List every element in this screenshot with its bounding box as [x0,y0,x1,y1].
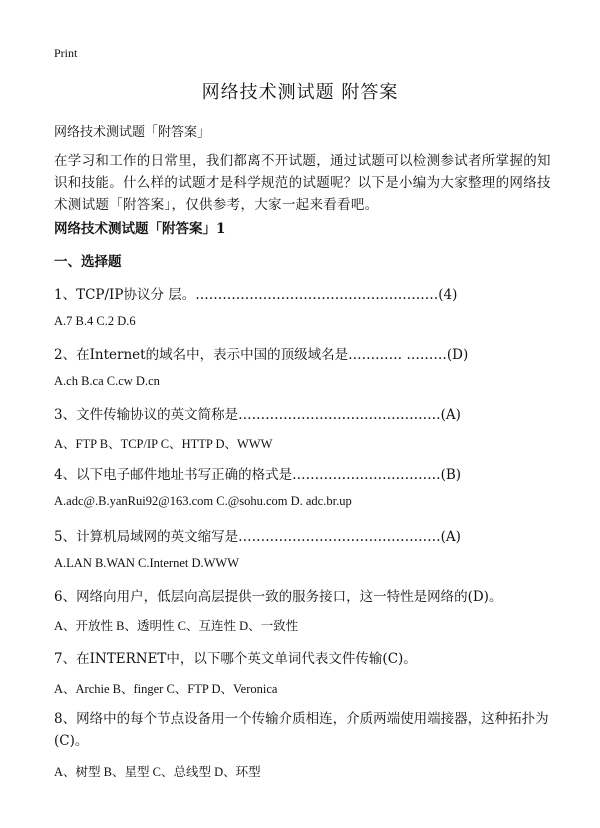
question-4: 4、以下电子邮件地址书写正确的格式是……………………………(B) [54,467,462,483]
intro-paragraph [54,150,554,216]
answer-options-5: A.LAN B.WAN C.Internet D.WWW [54,556,240,570]
section-heading: 网络技术测试题「附答案」1 [54,221,226,237]
part-heading: 一、选择题 [54,254,122,270]
answer-options-7: A、Archie B、finger C、FTP D、Veronica [54,682,278,696]
answer-options-3: A、FTP B、TCP/IP C、HTTP D、WWW [54,437,273,451]
question-2: 2、在Internet的域名中，表示中国的顶级域名是………… ………(D) [54,347,469,363]
document-subtitle: 网络技术测试题「附答案」 [54,125,211,140]
question-5: 5、计算机局域网的英文缩写是………………………………………(A) [54,529,461,545]
question-1: 1、TCP/IP协议分 层。………………………………………………(4) [54,287,458,303]
answer-options-2: A.ch B.ca C.cw D.cn [54,374,160,388]
print-label: Print [54,46,78,60]
document-title: 网络技术测试题 附答案 [201,82,399,103]
answer-options-8: A、树型 B、星型 C、总线型 D、环型 [54,765,261,779]
question-6: 6、网络向用户，低层向高层提供一致的服务接口，这一特性是网络的(D)。 [54,589,503,605]
answer-options-6: A、开放性 B、透明性 C、互连性 D、一致性 [54,619,299,633]
answer-options-4: A.adc@.B.yanRui92@163.com C.@sohu.com D. adc.br.up [54,494,352,508]
question-3: 3、文件传输协议的英文简称是………………………………………(A) [54,407,461,423]
question-7: 7、在INTERNET中，以下哪个英文单词代表文件传输(C)。 [54,651,417,667]
intro-text: 在学习和工作的日常里，我们都离不开试题，通过试题可以检测参试者所掌握的知识和技能。什么样的试题才是科学规范的试题呢？以下是小编为大家整理的网络技术测试题「附答案」，仅供参考，大家一起来看看吧。 [54,153,551,213]
question-8: 8、网络中的每个节点设备用一个传输介质相连，介质两端使用端接器，这种拓扑为(C)。 [54,711,549,749]
answer-options-1: A.7 B.4 C.2 D.6 [54,314,136,328]
